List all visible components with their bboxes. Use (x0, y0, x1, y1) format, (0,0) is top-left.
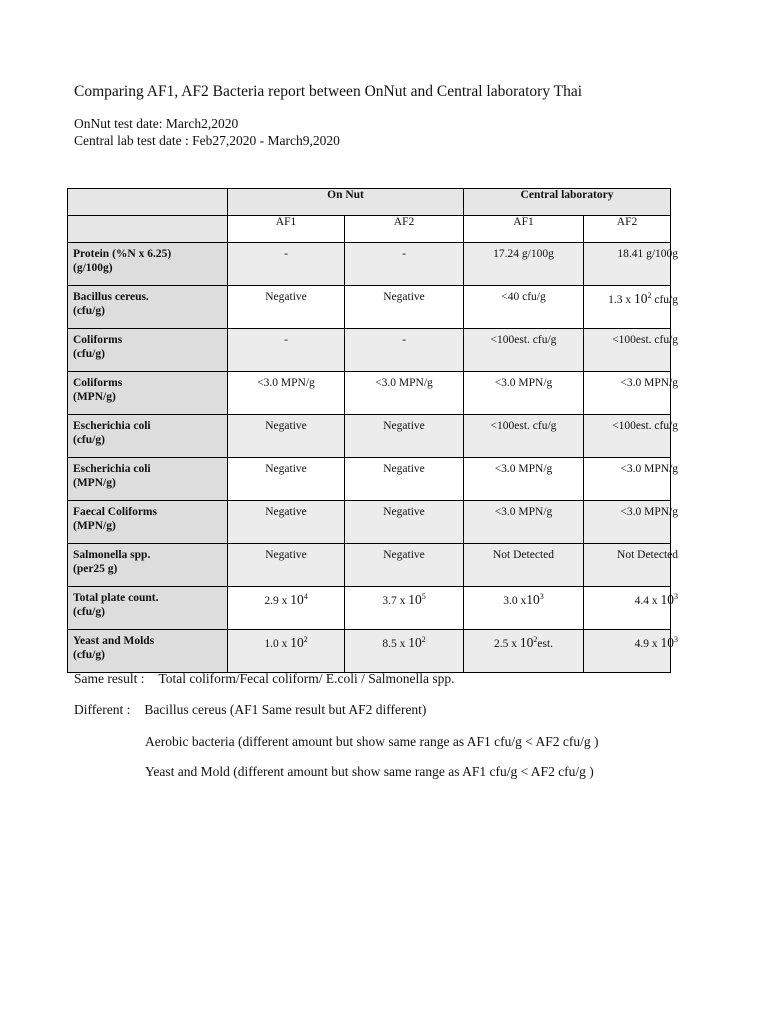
subheader-central-af1: AF1 (464, 216, 584, 243)
table-row (68, 587, 671, 630)
value-cell (345, 630, 464, 673)
summary-same-result (74, 671, 455, 687)
value-text: <3.0 MPN/g (620, 506, 679, 518)
value-cell (584, 630, 679, 673)
row-label-unit: (MPN/g) (73, 477, 116, 489)
value-cell (228, 243, 345, 286)
row-label (68, 372, 228, 415)
value-text: <100est. cfu/g (490, 420, 557, 432)
value-text: <3.0 MPN/g (620, 463, 679, 475)
value-cell (464, 458, 584, 501)
row-label-name: Bacillus cereus. (73, 291, 149, 303)
value-text: <40 cfu/g (501, 291, 546, 303)
value-text: <3.0 MPN/g (375, 377, 433, 389)
value-cell (584, 372, 679, 415)
row-label-name: Escherichia coli (73, 420, 151, 432)
table-row (68, 286, 671, 329)
row-label-name: Faecal Coliforms (73, 506, 157, 518)
row-label (68, 544, 228, 587)
row-label (68, 501, 228, 544)
value-text: 18.41 g/100g (617, 248, 679, 260)
row-label (68, 630, 228, 673)
value-text: - (402, 334, 406, 346)
row-label-unit: (cfu/g) (73, 606, 105, 618)
row-label (68, 458, 228, 501)
value-text: <3.0 MPN/g (620, 377, 679, 389)
same-result-label: Same result : (74, 671, 145, 686)
value-cell (228, 587, 345, 630)
table-row (68, 372, 671, 415)
value-text: 2.9 x $10^4$ (264, 592, 308, 607)
value-text: <100est. cfu/g (612, 420, 679, 432)
value-text: <100est. cfu/g (490, 334, 557, 346)
table-subheader-row (68, 216, 671, 243)
value-cell (345, 329, 464, 372)
value-cell (584, 587, 679, 630)
value-cell (584, 329, 679, 372)
value-text: 4.4 x $10^3$ (634, 592, 679, 607)
value-text: Negative (265, 291, 307, 303)
value-text: Negative (383, 420, 425, 432)
summary-different (74, 702, 426, 718)
group-header-onnut: On Nut (228, 189, 464, 216)
table-row (68, 544, 671, 587)
value-cell (345, 415, 464, 458)
value-text: 17.24 g/100g (493, 248, 554, 260)
value-cell (228, 415, 345, 458)
value-cell (228, 458, 345, 501)
value-cell (228, 630, 345, 673)
value-text: Negative (265, 420, 307, 432)
central-lab-test-date: Central lab test date : Feb27,2020 - March9,2020 (74, 133, 340, 148)
value-cell (228, 329, 345, 372)
value-cell (345, 587, 464, 630)
same-result-text: Total coliform/Fecal coliform/ E.coli / Salmonella spp. (158, 671, 455, 686)
value-cell (345, 544, 464, 587)
value-cell (345, 458, 464, 501)
row-label-unit: (cfu/g) (73, 434, 105, 446)
value-text: - (284, 248, 288, 260)
value-text: 4.9 x $10^3$ (634, 635, 679, 650)
row-label-name: Protein (%N x 6.25) (73, 248, 172, 260)
value-cell (584, 544, 679, 587)
value-cell (464, 630, 584, 673)
subheader-central-af2: AF2 (584, 216, 671, 243)
value-text: <3.0 MPN/g (494, 377, 553, 389)
value-cell (464, 286, 584, 329)
different-text: Bacillus cereus (AF1 Same result but AF2 different) (144, 702, 427, 717)
row-label-name: Coliforms (73, 334, 123, 346)
value-cell (228, 501, 345, 544)
value-cell (345, 372, 464, 415)
value-text: <3.0 MPN/g (257, 377, 315, 389)
value-text: <3.0 MPN/g (494, 463, 553, 475)
value-text: 1.3 x $10^2$ cfu/g (608, 291, 679, 306)
value-text: Negative (265, 463, 307, 475)
row-label-name: Total plate count. (73, 592, 159, 604)
value-text: <3.0 MPN/g (494, 506, 553, 518)
value-text: 3.0 $x10^3$ (503, 592, 544, 607)
table-row (68, 243, 671, 286)
value-text: Not Detected (493, 549, 554, 561)
row-label-name: Salmonella spp. (73, 549, 151, 561)
row-label (68, 415, 228, 458)
header-blank-cell (68, 189, 228, 216)
table-group-header-row (68, 189, 671, 216)
value-cell (464, 372, 584, 415)
summary-yeast-mold: Yeast and Mold (different amount but show same range as AF1 cfu/g < AF2 cfu/g ) (145, 764, 594, 779)
value-text: <100est. cfu/g (612, 334, 679, 346)
bacteria-report-table (67, 188, 679, 673)
value-text: Negative (383, 291, 425, 303)
row-label-unit: (cfu/g) (73, 649, 105, 661)
value-text: Negative (383, 463, 425, 475)
subheader-onnut-af2: AF2 (345, 216, 464, 243)
table-row (68, 415, 671, 458)
value-cell (228, 286, 345, 329)
row-label-name: Yeast and Molds (73, 635, 155, 647)
row-label (68, 243, 228, 286)
value-cell (345, 501, 464, 544)
group-header-central: Central laboratory (464, 189, 671, 216)
table-row (68, 501, 671, 544)
summary-aerobic-bacteria: Aerobic bacteria (different amount but show same range as AF1 cfu/g < AF2 cfu/g ) (145, 734, 599, 749)
onnut-test-date: OnNut test date: March2,2020 (74, 116, 239, 131)
row-label-unit: (MPN/g) (73, 520, 116, 532)
row-label-unit: (per25 g) (73, 563, 118, 575)
value-text: Negative (383, 549, 425, 561)
row-label-name: Coliforms (73, 377, 123, 389)
value-text: 2.5 x $10^2est$. (493, 635, 554, 650)
subheader-onnut-af1: AF1 (228, 216, 345, 243)
value-cell (464, 329, 584, 372)
row-label (68, 587, 228, 630)
value-cell (228, 544, 345, 587)
value-text: Negative (265, 506, 307, 518)
value-cell (464, 415, 584, 458)
value-text: 8.5 x $10^2$ (382, 635, 426, 650)
value-cell (584, 501, 679, 544)
row-label-unit: (g/100g) (73, 262, 113, 274)
value-cell (464, 587, 584, 630)
subheader-blank-cell (68, 216, 228, 243)
value-cell (584, 415, 679, 458)
value-text: Not Detected (617, 549, 679, 561)
value-cell (464, 501, 584, 544)
row-label-unit: (cfu/g) (73, 348, 105, 360)
value-text: - (284, 334, 288, 346)
value-cell (584, 243, 679, 286)
row-label (68, 329, 228, 372)
table-row (68, 458, 671, 501)
value-cell (464, 243, 584, 286)
value-text: Negative (265, 549, 307, 561)
value-cell (464, 544, 584, 587)
row-label-unit: (cfu/g) (73, 305, 105, 317)
table-row (68, 630, 671, 673)
value-cell (584, 458, 679, 501)
value-cell (228, 372, 345, 415)
value-text: Negative (383, 506, 425, 518)
value-cell (345, 243, 464, 286)
value-text: 1.0 x $10^2$ (264, 635, 308, 650)
table-row (68, 329, 671, 372)
row-label-name: Escherichia coli (73, 463, 151, 475)
page-title: Comparing AF1, AF2 Bacteria report between OnNut and Central laboratory Thai (74, 83, 583, 100)
row-label (68, 286, 228, 329)
row-label-unit: (MPN/g) (73, 391, 116, 403)
value-text: - (402, 248, 406, 260)
value-cell (584, 286, 679, 329)
value-text: 3.7 x $10^5$ (382, 592, 426, 607)
value-cell (345, 286, 464, 329)
different-label: Different : (74, 702, 131, 717)
table-body (68, 243, 679, 673)
